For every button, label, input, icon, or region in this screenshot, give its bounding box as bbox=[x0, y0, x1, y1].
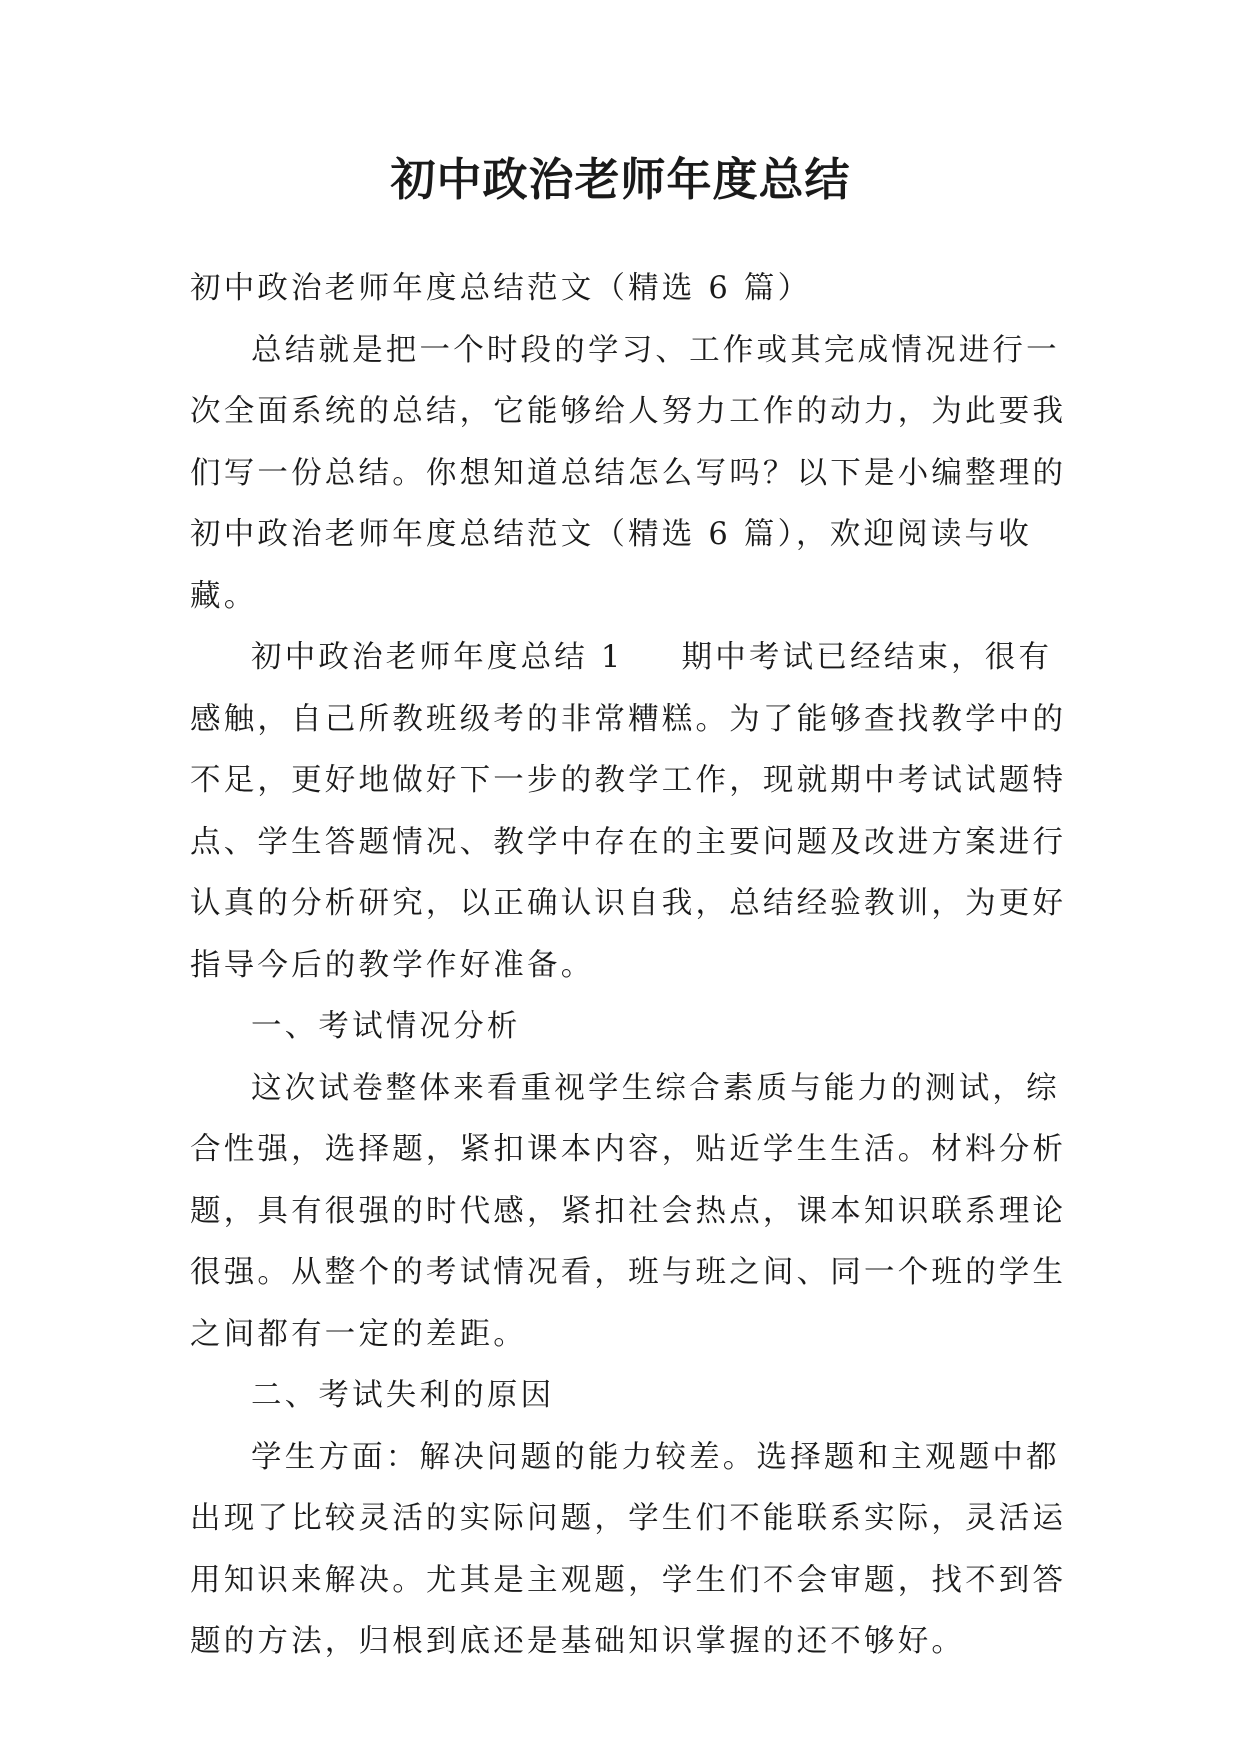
heading-exam-analysis: 一、考试情况分析 bbox=[251, 1009, 521, 1044]
section-1-paragraph bbox=[190, 627, 1080, 996]
heading-failure-reasons: 二、考试失利的原因 bbox=[251, 1378, 555, 1413]
section-1-text: 期中考试已经结束，很有感触，自己所教班级考的非常糟糕。为了能够查找教学中的不足，更好地做好下一步的教学工作，现就期中考试试题特点、学生答题情况、教学中存在的主要问题及改进方案进行认真的分析研究，以正确认识自我，总结经验教训，为更好指导今后的教学作好准备。 bbox=[190, 640, 1067, 983]
document-subtitle: 初中政治老师年度总结范文（精选 6 篇） bbox=[190, 271, 812, 306]
exam-analysis-paragraph: 这次试卷整体来看重视学生综合素质与能力的测试，综合性强，选择题，紧扣课本内容，贴近学生生活。材料分析题，具有很强的时代感，紧扣社会热点，课本知识联系理论很强。从整个的考试情况看，班与班之间、同一个班的学生之间都有一定的差距。 bbox=[190, 1070, 1067, 1352]
failure-reasons-paragraph: 学生方面：解决问题的能力较差。选择题和主观题中都出现了比较灵活的实际问题，学生们不能联系实际，灵活运用知识来解决。尤其是主观题，学生们不会审题，找不到答题的方法，归根到底还是基础知识掌握的还不够好。 bbox=[190, 1439, 1067, 1659]
section-1-heading: 初中政治老师年度总结 1 bbox=[251, 640, 624, 675]
intro-paragraph: 总结就是把一个时段的学习、工作或其完成情况进行一次全面系统的总结，它能够给人努力工作的动力，为此要我们写一份总结。你想知道总结怎么写吗？以下是小编整理的初中政治老师年度总结范文（精选 6 篇），欢迎阅读与收藏。 bbox=[190, 332, 1067, 614]
page-title: 初中政治老师年度总结 bbox=[390, 153, 851, 206]
document-body bbox=[190, 258, 1080, 1673]
